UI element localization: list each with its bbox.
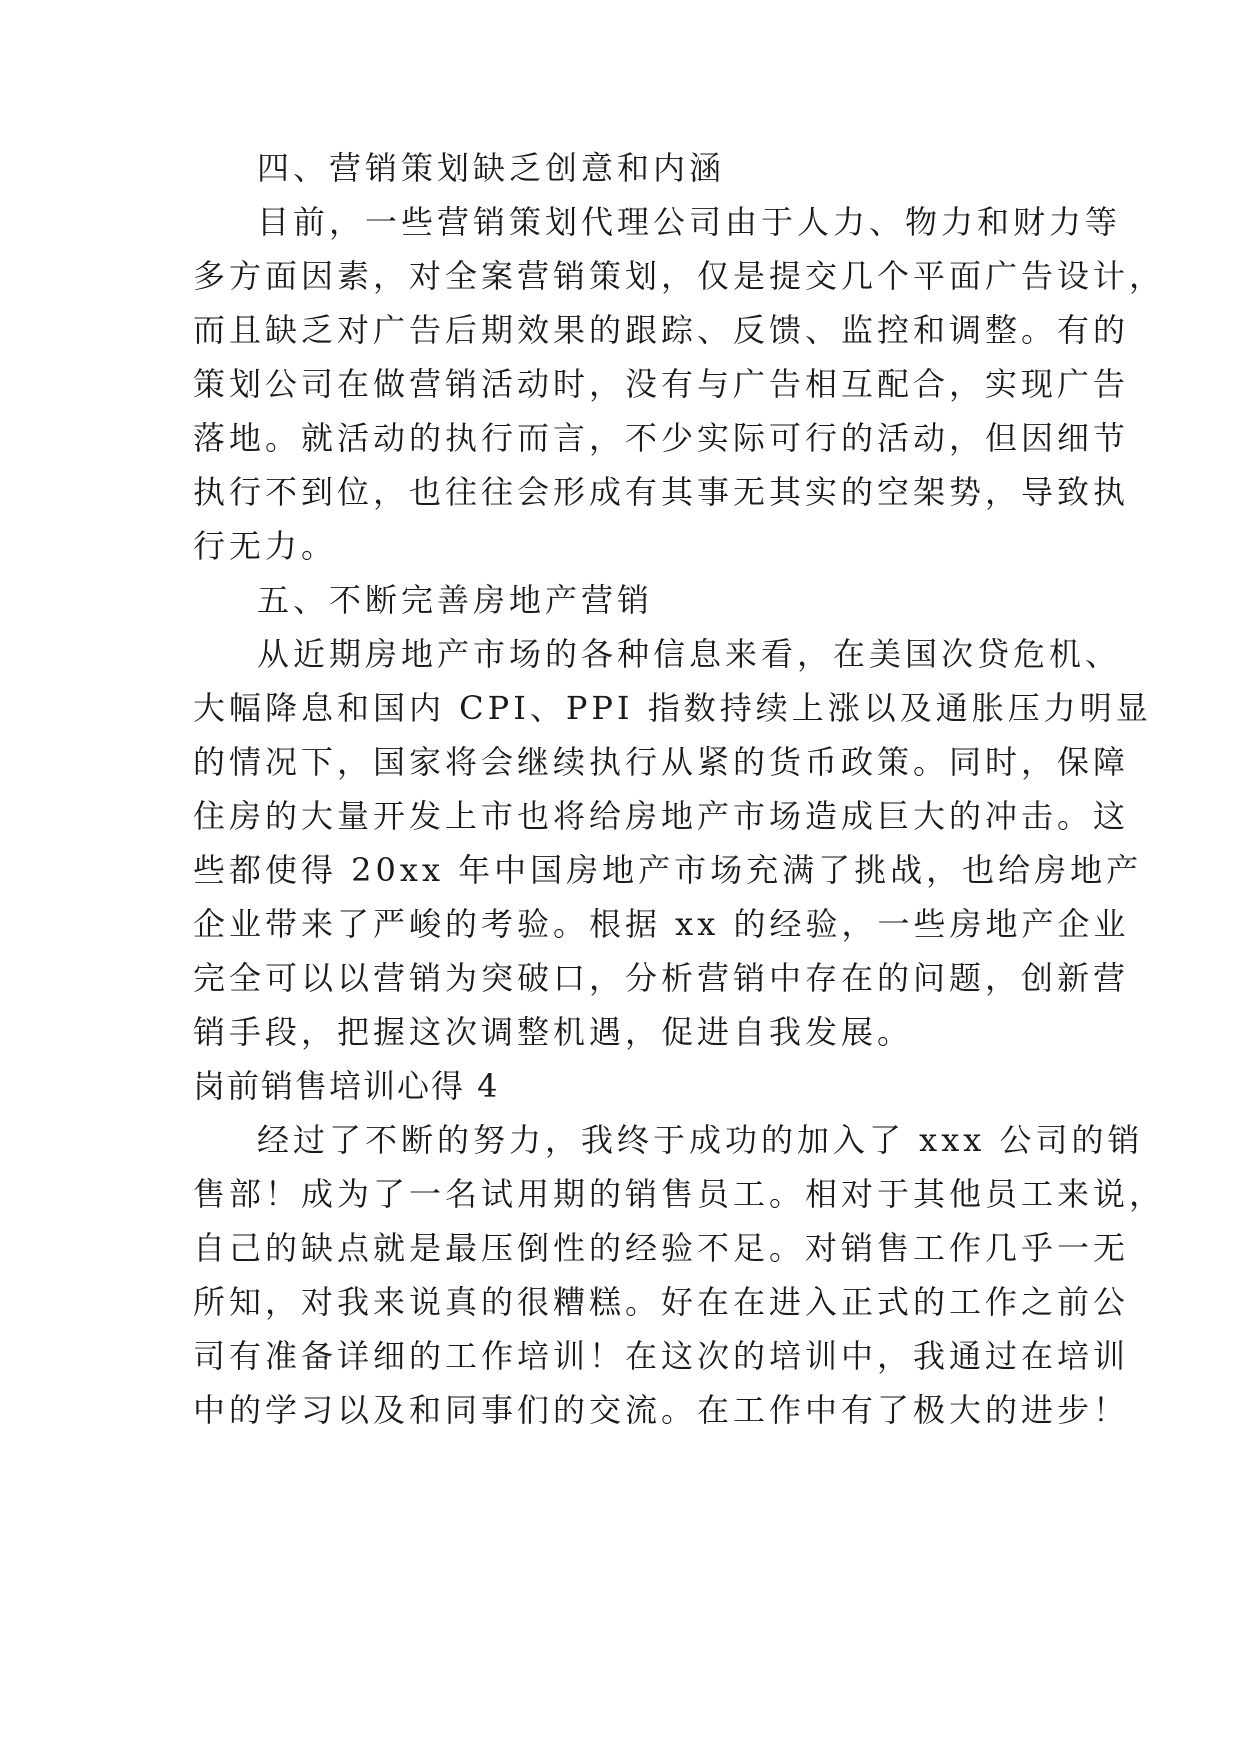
paragraph-line: 多方面因素，对全案营销策划，仅是提交几个平面广告设计，: [193, 257, 1166, 295]
paragraph-line: 策划公司在做营销活动时，没有与广告相互配合，实现广告: [193, 365, 1130, 403]
paragraph-line: 企业带来了严峻的考验。根据 xx 的经验，一些房地产企业: [193, 905, 1130, 943]
paragraph-line: 行无力。: [193, 527, 338, 565]
paragraph-line: 司有准备详细的工作培训！在这次的培训中，我通过在培训: [193, 1337, 1130, 1375]
paragraph-line: 目前，一些营销策划代理公司由于人力、物力和财力等: [257, 203, 1122, 241]
section-heading: 五、不断完善房地产营销: [257, 581, 654, 619]
paragraph-line: 的情况下，国家将会继续执行从紧的货币政策。同时，保障: [193, 743, 1130, 781]
paragraph-line: 完全可以以营销为突破口，分析营销中存在的问题，创新营: [193, 959, 1130, 997]
paragraph-line: 而且缺乏对广告后期效果的跟踪、反馈、监控和调整。有的: [193, 311, 1130, 349]
paragraph-line: 销手段，把握这次调整机遇，促进自我发展。: [193, 1013, 914, 1051]
paragraph-line: 经过了不断的努力，我终于成功的加入了 xxx 公司的销: [257, 1121, 1144, 1159]
paragraph-line: 落地。就活动的执行而言，不少实际可行的活动，但因细节: [193, 419, 1130, 457]
paragraph-line: 自己的缺点就是最压倒性的经验不足。对销售工作几乎一无: [193, 1229, 1130, 1267]
paragraph-line: 执行不到位，也往往会形成有其事无其实的空架势，导致执: [193, 473, 1130, 511]
article-title: 岗前销售培训心得 4: [193, 1067, 500, 1105]
paragraph-line: 些都使得 20xx 年中国房地产市场充满了挑战，也给房地产: [193, 851, 1143, 889]
section-heading: 四、营销策划缺乏创意和内涵: [257, 149, 726, 187]
paragraph-line: 售部！成为了一名试用期的销售员工。相对于其他员工来说，: [193, 1175, 1166, 1213]
paragraph-line: 大幅降息和国内 CPI、PPI 指数持续上涨以及通胀压力明显: [193, 689, 1152, 727]
paragraph-line: 中的学习以及和同事们的交流。在工作中有了极大的进步！: [193, 1391, 1130, 1429]
paragraph-line: 从近期房地产市场的各种信息来看，在美国次贷危机、: [257, 635, 1122, 673]
paragraph-line: 住房的大量开发上市也将给房地产市场造成巨大的冲击。这: [193, 797, 1130, 835]
paragraph-line: 所知，对我来说真的很糟糕。好在在进入正式的工作之前公: [193, 1283, 1130, 1321]
